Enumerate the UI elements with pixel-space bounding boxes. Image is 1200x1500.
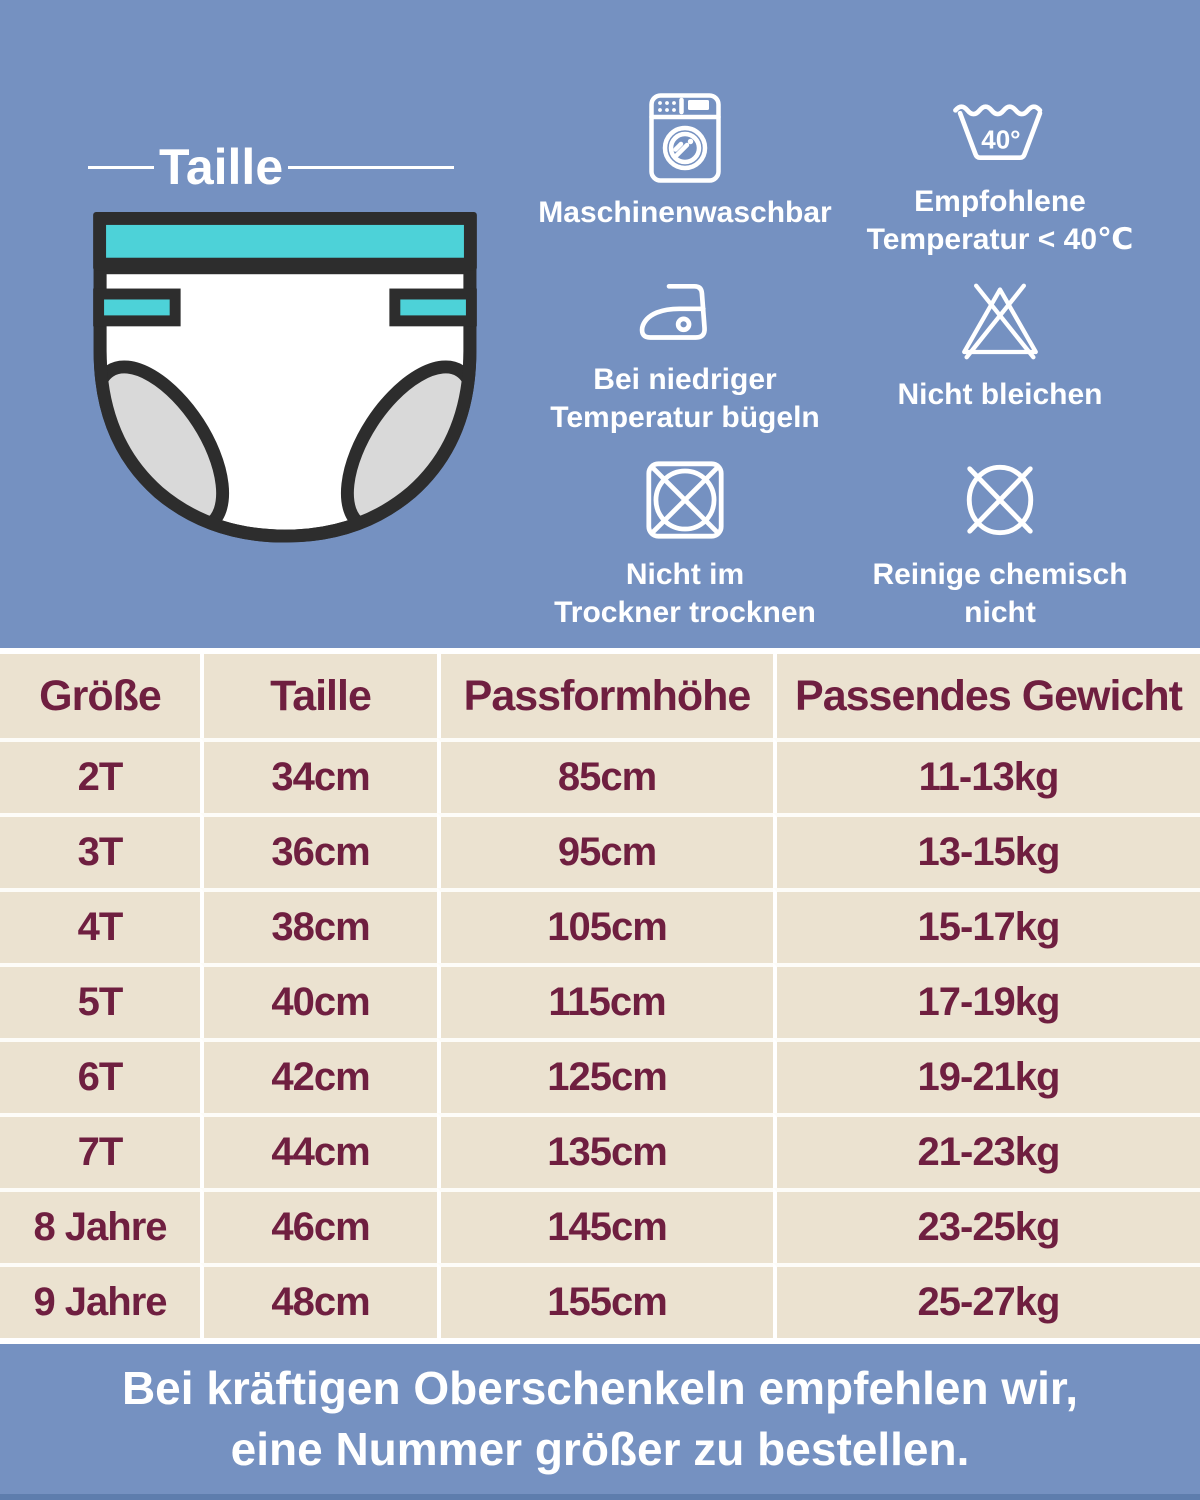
table-cell: 85cm — [437, 738, 773, 813]
table-cell: 23-25kg — [773, 1188, 1200, 1263]
size-table — [0, 654, 1200, 1338]
waist-label: Taille — [159, 139, 284, 195]
care-label: Nicht bleichen — [897, 378, 1103, 411]
basin-temp-label: 40° — [981, 124, 1021, 155]
table-cell: 42cm — [200, 1038, 437, 1113]
table-cell: 95cm — [437, 813, 773, 888]
care-label: Nicht im — [625, 558, 745, 591]
table-cell: 13-15kg — [773, 813, 1200, 888]
washing-machine-icon — [648, 92, 722, 184]
table-cell: 19-21kg — [773, 1038, 1200, 1113]
column-header-size: Größe — [39, 671, 161, 720]
column-header-waist: Taille — [200, 654, 437, 738]
table-cell: 38cm — [200, 888, 437, 963]
care-recommended-temperature — [850, 100, 1150, 259]
table-cell: 2T — [0, 738, 200, 813]
table-cell: 7T — [0, 1113, 200, 1188]
care-no-dry-clean — [850, 458, 1150, 632]
footer-note-line: eine Nummer größer zu bestellen. — [230, 1423, 970, 1475]
table-cell: 44cm — [200, 1113, 437, 1188]
table-cell: 6T — [0, 1038, 200, 1113]
table-cell: 21-23kg — [773, 1113, 1200, 1188]
table-cell: 15-17kg — [773, 888, 1200, 963]
care-label: Maschinenwaschbar — [538, 196, 832, 229]
table-cell: 48cm — [200, 1263, 437, 1338]
table-cell: 4T — [0, 888, 200, 963]
no-dry-clean-icon — [959, 458, 1041, 542]
size-table-section — [0, 648, 1200, 1344]
care-iron-low — [530, 283, 840, 437]
table-cell: 3T — [0, 813, 200, 888]
table-cell: 155cm — [437, 1263, 773, 1338]
training-pants-illustration — [91, 212, 479, 550]
table-cell: 11-13kg — [773, 738, 1200, 813]
care-label: Bei niedriger — [593, 363, 777, 396]
footer-note-line: Bei kräftigen Oberschenkeln empfehlen wir, — [121, 1362, 1079, 1415]
table-cell: 115cm — [437, 963, 773, 1038]
waist-label-line-left — [88, 166, 154, 169]
care-machine-washable — [530, 92, 840, 232]
table-cell: 9 Jahre — [0, 1263, 200, 1338]
column-header-height: Passformhöhe — [437, 654, 773, 738]
table-cell: 36cm — [200, 813, 437, 888]
column-header-weight: Passendes Gewicht — [773, 654, 1200, 738]
table-cell: 8 Jahre — [0, 1188, 200, 1263]
table-cell: 25-27kg — [773, 1263, 1200, 1338]
no-tumble-dry-icon — [645, 460, 725, 540]
care-label: Empfohlene — [914, 185, 1086, 218]
table-cell: 46cm — [200, 1188, 437, 1263]
table-cell: 40cm — [200, 963, 437, 1038]
table-cell: 105cm — [437, 888, 773, 963]
wash-basin-40-icon — [948, 100, 1052, 169]
iron-icon — [638, 283, 732, 345]
care-label: Temperatur < 40℃ — [866, 223, 1134, 256]
care-no-bleach — [850, 280, 1150, 414]
care-no-tumble-dry — [530, 460, 840, 632]
waist-label-row — [88, 139, 454, 195]
care-label: Reinige chemisch — [872, 558, 1128, 591]
table-cell: 5T — [0, 963, 200, 1038]
footer-note-section — [0, 1344, 1200, 1500]
hero-section — [0, 0, 1200, 648]
table-cell: 34cm — [200, 738, 437, 813]
table-cell: 125cm — [437, 1038, 773, 1113]
care-label: Temperatur bügeln — [550, 401, 820, 434]
care-label: Trockner trocknen — [554, 596, 816, 629]
table-cell: 145cm — [437, 1188, 773, 1263]
no-bleach-icon — [956, 280, 1044, 362]
table-cell: 135cm — [437, 1113, 773, 1188]
care-label: nicht — [964, 596, 1036, 629]
waist-label-line-right — [288, 166, 454, 169]
table-cell: 17-19kg — [773, 963, 1200, 1038]
